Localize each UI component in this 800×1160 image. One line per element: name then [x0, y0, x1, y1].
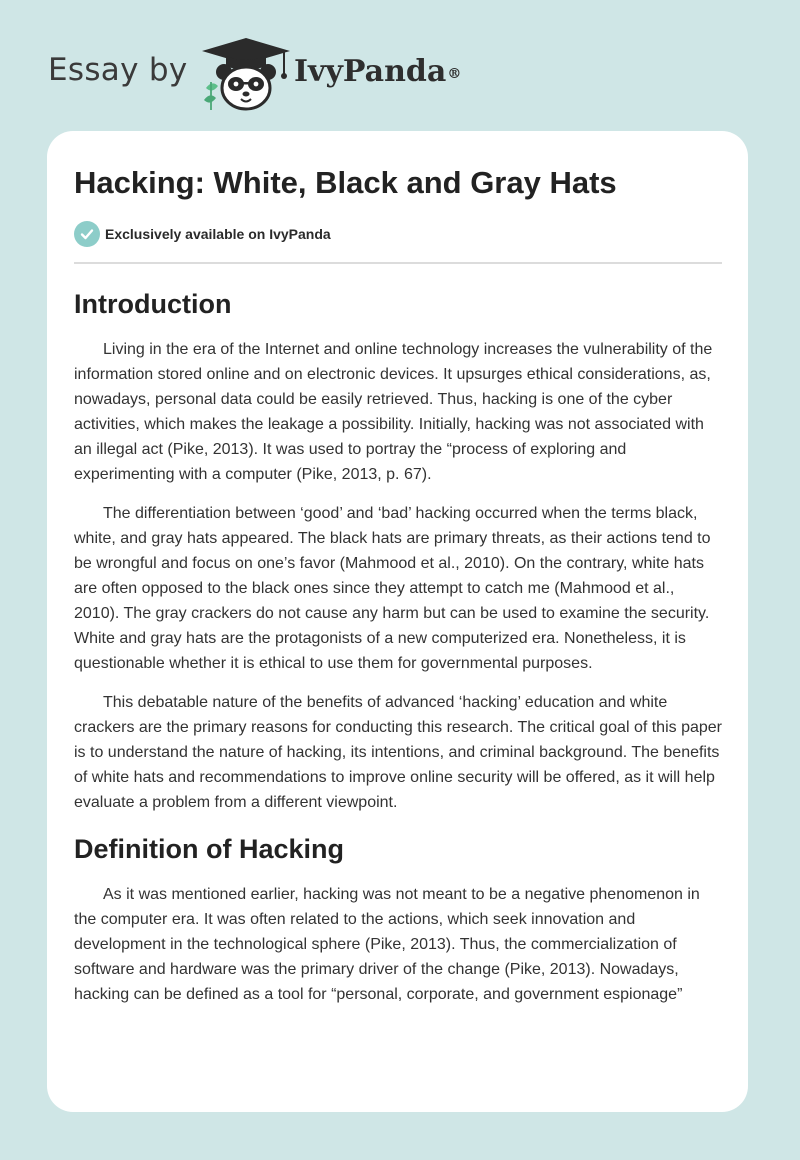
registered-mark: ®: [447, 66, 462, 82]
essay-title: Hacking: White, Black and Gray Hats: [74, 165, 617, 200]
panda-graduate-logo-icon[interactable]: [200, 36, 292, 112]
exclusive-badge: [74, 220, 722, 248]
paragraph: This debatable nature of the benefits of advanced ‘hacking’ education and white crackers are the primary reasons for conducting this research. The critical goal of this paper is to understand the nature of hacking, its intentions, and criminal background. The benefits of white hats and recommendations to improve online security will be offered, as it will help evaluate a problem from a different viewpoint.: [74, 694, 722, 811]
essay-card: [47, 131, 748, 1112]
brand-text: IvyPanda: [294, 54, 447, 89]
divider: [74, 262, 722, 264]
brand-name[interactable]: [294, 52, 461, 92]
checkmark-icon: [74, 221, 100, 247]
exclusive-badge-label: Exclusively available on IvyPanda: [105, 226, 331, 242]
paragraph: As it was mentioned earlier, hacking was not meant to be a negative phenomenon in the computer era. It was often related to the actions, which seek innovation and development in the technological sphere (Pike, 2013). Thus, the commercialization of software and hardware was the primary driver of the change (Pike, 2013). Nowadays, hacking can be defined as a tool for “personal, corporate, and government espionage”: [74, 886, 700, 1003]
section-heading-definition: Definition of Hacking: [74, 834, 344, 864]
section-heading-introduction: Introduction: [74, 289, 232, 319]
essay-by-label: Essay by: [48, 52, 188, 88]
site-header: [0, 0, 800, 130]
paragraph: Living in the era of the Internet and online technology increases the vulnerability of the information stored online and on electronic devices. It upsurges ethical considerations, as, nowadays, personal data could be easily retrieved. Thus, hacking is one of the cyber activities, which makes the leakage a possibility. Initially, hacking was not associated with an illegal act (Pike, 2013). It was used to portray the “process of exploring and experimenting with a computer (Pike, 2013, p. 67).: [74, 341, 713, 483]
paragraph: The differentiation between ‘good’ and ‘bad’ hacking occurred when the terms black, white, and gray hats appeared. The black hats are primary threats, as their actions tend to be wrongful and focus on one’s favor (Mahmood et al., 2010). On the contrary, white hats are often opposed to the black ones since they attempt to catch me (Mahmood et al., 2010). The gray crackers do not cause any harm but can be used to examine the security. White and gray hats are the protagonists of a new computerized era. Nonetheless, it is questionable whether it is ethical to use them for governmental purposes.: [74, 505, 711, 672]
